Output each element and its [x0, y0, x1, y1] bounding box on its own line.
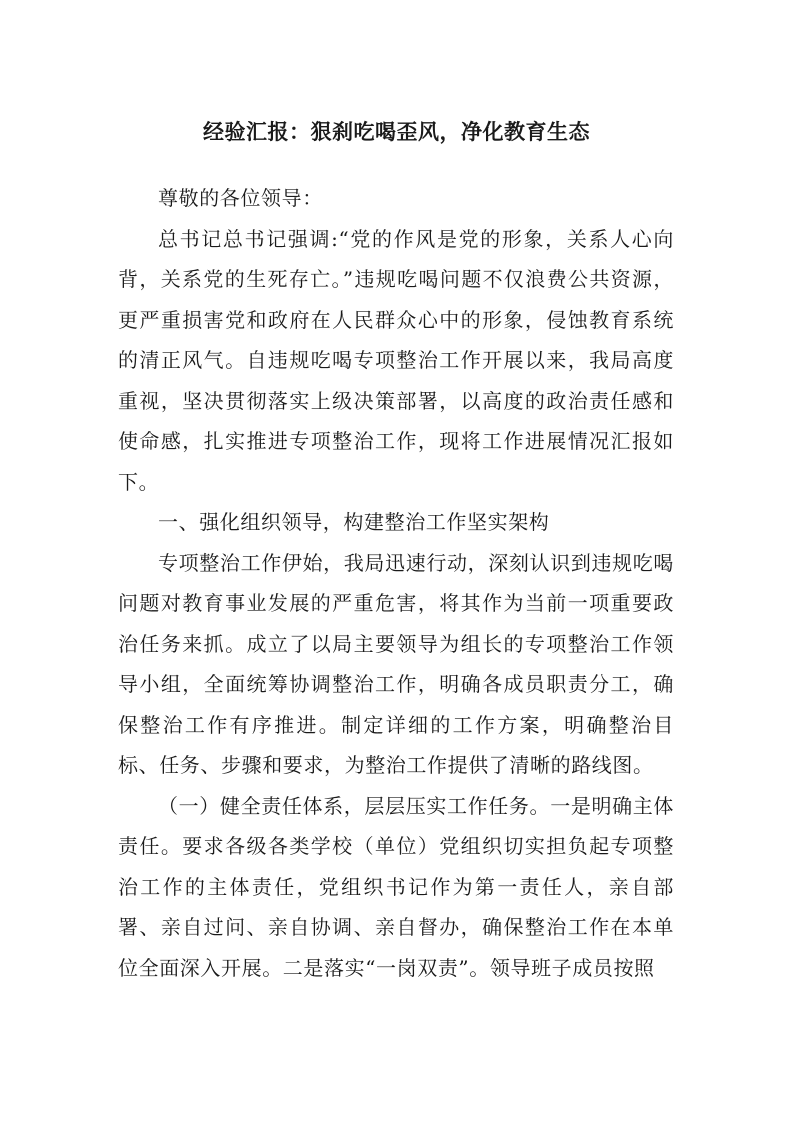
- document-body: [118, 178, 674, 988]
- paragraph-subsection-1: （一）健全责任体系，层层压实工作任务。一是明确主体责任。要求各级各类学校（单位）党组织切实担负起专项整治工作的主体责任，党组织书记作为第一责任人，亲自部署、亲自过问、亲自协调、亲自督办，确保整治工作在本单位全面深入开展。二是落实“一岗双责”。领导班子成员按照: [118, 793, 674, 980]
- paragraph-intro: 总书记总书记强调:“党的作风是党的形象，关系人心向背，关系党的生死存亡。”违规吃喝问题不仅浪费公共资源，更严重损害党和政府在人民群众心中的形象，侵蚀教育系统的清正风气。自违规吃喝专项整治工作开展以来，我局高度重视，坚决贯彻落实上级决策部署，以高度的政治责任感和使命感，扎实推进专项整治工作，现将工作进展情况汇报如下。: [118, 226, 674, 494]
- document-title: 经验汇报：狠刹吃喝歪风，净化教育生态: [203, 119, 590, 144]
- salutation: 尊敬的各位领导：: [158, 186, 323, 210]
- paragraph-section-1: 专项整治工作伊始，我局迅速行动，深刻认识到违规吃喝问题对教育事业发展的严重危害，将其作为当前一项重要政治任务来抓。成立了以局主要领导为组长的专项整治工作领导小组，全面统筹协调整治工作，明确各成员职责分工，确保整治工作有序推进。制定详细的工作方案，明确整治目标、任务、步骤和要求，为整治工作提供了清晰的路线图。: [118, 550, 674, 777]
- section-heading-1: 一、强化组织领导，构建整治工作坚实架构: [158, 510, 550, 534]
